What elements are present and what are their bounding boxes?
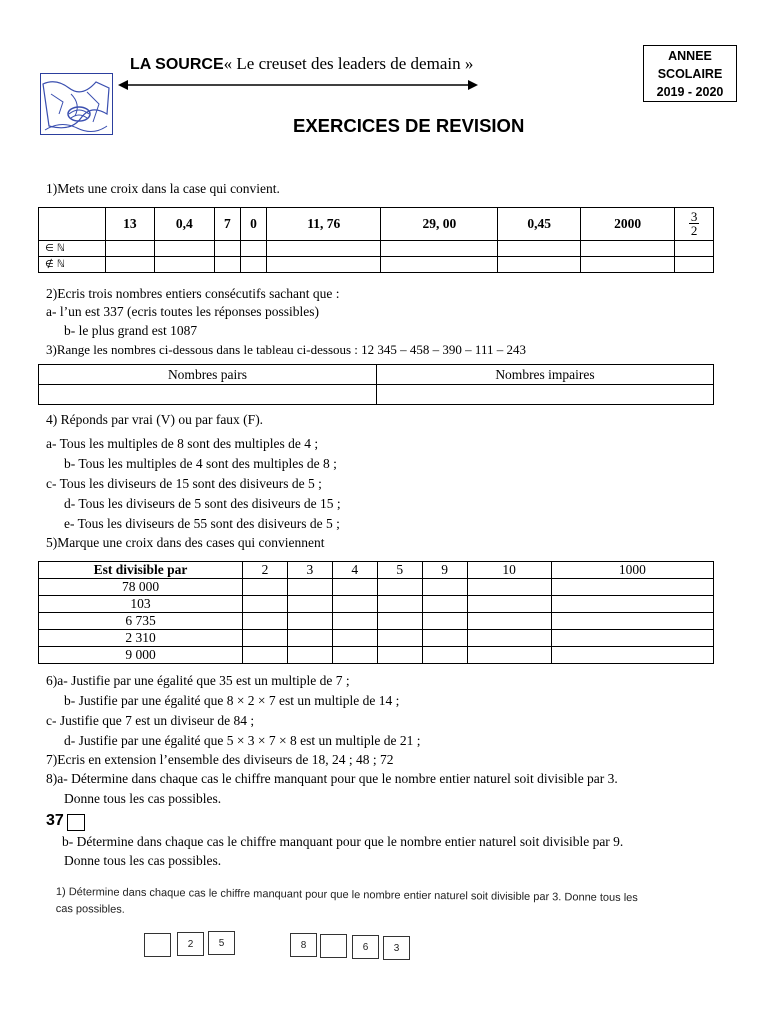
ex4-b: b- Tous les multiples de 4 sont des multiples de 8 ;	[64, 456, 337, 471]
ex3-instruction: 3)Range les nombres ci-dessous dans le tableau ci-dessous : 12 345 – 458 – 390 – 111 – 243	[46, 342, 526, 357]
answer-cell[interactable]	[154, 241, 214, 257]
ex4-e: e- Tous les diviseurs de 55 sont des disiveurs de 5 ;	[64, 516, 340, 531]
school-motto: « Le creuset des leaders de demain »	[223, 54, 474, 73]
ex1-col: 13	[106, 208, 155, 241]
ex1-col: 7	[214, 208, 240, 241]
answer-cell[interactable]	[551, 613, 713, 630]
year-label-2: SCOLAIRE	[657, 67, 723, 81]
answer-cell[interactable]	[267, 257, 381, 273]
ex5-divisor: 9	[422, 562, 467, 579]
answer-cell[interactable]	[243, 579, 288, 596]
answer-cell[interactable]	[551, 630, 713, 647]
ex1-col: 0	[240, 208, 266, 241]
answer-cell[interactable]	[287, 647, 332, 664]
answer-cell[interactable]	[422, 613, 467, 630]
digit-box[interactable]	[144, 933, 171, 957]
answer-cell[interactable]	[381, 257, 498, 273]
answer-cell[interactable]	[214, 241, 240, 257]
ex1-col: 29, 00	[381, 208, 498, 241]
answer-cell[interactable]	[243, 630, 288, 647]
ex5-divisor: 1000	[551, 562, 713, 579]
ex5-row	[39, 579, 714, 596]
ex4-d: d- Tous les diviseurs de 5 sont des disiveurs de 15 ;	[64, 496, 341, 511]
ex2-a: a- l’un est 337 (ecris toutes les réponses possibles)	[46, 304, 319, 319]
answer-cell[interactable]	[214, 257, 240, 273]
school-name: LA SOURCE	[130, 56, 224, 73]
ex5-row	[39, 647, 714, 664]
answer-cell[interactable]	[39, 385, 377, 405]
number-37: 37	[46, 812, 64, 829]
ex1-col: 2000	[581, 208, 675, 241]
ex1-header-row	[39, 208, 714, 241]
ex8-a-line2: Donne tous les cas possibles.	[64, 791, 222, 806]
ex2-b: b- le plus grand est 1087	[64, 323, 198, 338]
answer-cell[interactable]	[467, 613, 551, 630]
digit-box: 8	[290, 933, 317, 957]
answer-cell[interactable]	[287, 613, 332, 630]
answer-cell[interactable]	[467, 596, 551, 613]
answer-cell[interactable]	[422, 579, 467, 596]
ex7-text: 7)Ecris en extension l’ensemble des diviseurs de 18, 24 ; 48 ; 72	[46, 752, 394, 767]
ex1-row-label: ∈ ℕ	[39, 241, 106, 257]
answer-cell[interactable]	[467, 647, 551, 664]
answer-cell[interactable]	[467, 630, 551, 647]
ex1-corner-cell	[39, 208, 106, 241]
answer-cell[interactable]	[551, 647, 713, 664]
answer-cell[interactable]	[675, 257, 714, 273]
ex4-instruction: 4) Réponds par vrai (V) ou par faux (F).	[46, 412, 264, 427]
missing-digit-box[interactable]	[67, 814, 85, 831]
double-arrow	[118, 78, 478, 92]
ex8-b-line1: b- Détermine dans chaque cas le chiffre manquant pour que le nombre entier naturel soit divisible par 9.	[62, 834, 624, 849]
ex5-divisor: 3	[287, 562, 332, 579]
ex1-instruction: 1)Mets une croix dans la case qui convient.	[46, 181, 280, 196]
answer-cell[interactable]	[287, 596, 332, 613]
answer-cell[interactable]	[675, 241, 714, 257]
page-title: EXERCICES DE REVISION	[293, 115, 525, 136]
answer-cell[interactable]	[381, 241, 498, 257]
ex1-row-label: ∉ ℕ	[39, 257, 106, 273]
digit-box: 5	[208, 931, 235, 955]
ex5-number: 6 735	[39, 613, 243, 630]
ex6-c: c- Justifie que 7 est un diviseur de 84 ;	[46, 713, 255, 728]
ex1-col: 11, 76	[267, 208, 381, 241]
school-header	[130, 54, 473, 74]
ex6-d: d- Justifie par une égalité que 5 × 3 × 7 × 8 est un multiple de 21 ;	[64, 733, 421, 748]
ex5-divisor: 2	[243, 562, 288, 579]
answer-cell[interactable]	[377, 647, 422, 664]
ex5-row	[39, 613, 714, 630]
answer-cell[interactable]	[377, 630, 422, 647]
ex3-table	[38, 364, 714, 405]
digit-box: 6	[352, 935, 379, 959]
answer-cell[interactable]	[332, 579, 377, 596]
answer-cell[interactable]	[287, 579, 332, 596]
ex3-col-odd: Nombres impaires	[377, 365, 714, 385]
answer-cell[interactable]	[377, 579, 422, 596]
digit-box: 2	[177, 932, 204, 956]
answer-cell[interactable]	[581, 257, 675, 273]
ex5-number: 2 310	[39, 630, 243, 647]
ex5-header: Est divisible par	[39, 562, 243, 579]
answer-cell[interactable]	[106, 241, 155, 257]
ex1-col: 0,45	[498, 208, 581, 241]
year-label-1: ANNEE	[668, 49, 712, 63]
photo-instruction: 1) Détermine dans chaque cas le chiffre manquant pour que le nombre entier naturel soit divisible par 3. Donne tous les cas possibles.	[55, 885, 638, 916]
ex6-a: 6)a- Justifie par une égalité que 35 est un multiple de 7 ;	[46, 673, 350, 688]
ex4-c: c- Tous les diviseurs de 15 sont des disiveurs de 5 ;	[46, 476, 322, 491]
answer-cell[interactable]	[243, 613, 288, 630]
answer-cell[interactable]	[154, 257, 214, 273]
answer-cell[interactable]	[422, 596, 467, 613]
answer-cell[interactable]	[332, 596, 377, 613]
fraction	[689, 210, 700, 237]
answer-cell[interactable]	[377, 613, 422, 630]
ex3-header-row	[39, 365, 714, 385]
ex8-b-line2: Donne tous les cas possibles.	[64, 853, 222, 868]
answer-cell[interactable]	[551, 579, 713, 596]
fraction-denominator: 2	[690, 222, 698, 238]
ex1-row-in-n	[39, 241, 714, 257]
school-logo	[40, 73, 113, 135]
ex5-number: 78 000	[39, 579, 243, 596]
school-year-box	[643, 45, 737, 102]
ex5-number: 9 000	[39, 647, 243, 664]
ex5-divisor: 10	[467, 562, 551, 579]
answer-cell[interactable]	[581, 241, 675, 257]
digit-box[interactable]	[320, 934, 347, 958]
answer-cell[interactable]	[332, 647, 377, 664]
answer-cell[interactable]	[240, 257, 266, 273]
ex4-a: a- Tous les multiples de 8 sont des multiples de 4 ;	[46, 436, 319, 451]
fraction-numerator: 3	[690, 208, 698, 224]
ex6-b: b- Justifie par une égalité que 8 × 2 × 7 est un multiple de 14 ;	[64, 693, 400, 708]
year-value: 2019 - 2020	[656, 85, 724, 99]
answer-cell[interactable]	[551, 596, 713, 613]
answer-cell[interactable]	[422, 630, 467, 647]
ex5-instruction: 5)Marque une croix dans des cases qui conviennent	[46, 535, 325, 550]
ex1-row-not-in-n	[39, 257, 714, 273]
ex3-col-even: Nombres pairs	[39, 365, 377, 385]
answer-cell[interactable]	[332, 630, 377, 647]
answer-cell[interactable]	[377, 596, 422, 613]
answer-cell[interactable]	[332, 613, 377, 630]
answer-cell[interactable]	[287, 630, 332, 647]
answer-cell[interactable]	[422, 647, 467, 664]
answer-cell[interactable]	[267, 241, 381, 257]
ex5-divisor: 5	[377, 562, 422, 579]
ex3-answer-row	[39, 385, 714, 405]
answer-cell[interactable]	[498, 257, 581, 273]
ex8-a-line1: 8)a- Détermine dans chaque cas le chiffre manquant pour que le nombre entier naturel soit divisible par 3.	[46, 771, 618, 786]
answer-cell[interactable]	[243, 647, 288, 664]
answer-cell[interactable]	[106, 257, 155, 273]
digit-box: 3	[383, 936, 410, 960]
answer-cell[interactable]	[467, 579, 551, 596]
ex1-col-fraction	[675, 208, 714, 241]
answer-cell[interactable]	[377, 385, 714, 405]
ex1-table	[38, 207, 714, 273]
answer-cell[interactable]	[498, 241, 581, 257]
ex5-table	[38, 561, 714, 664]
ex1-col: 0,4	[154, 208, 214, 241]
answer-cell[interactable]	[243, 596, 288, 613]
ex5-number: 103	[39, 596, 243, 613]
ex5-row	[39, 596, 714, 613]
answer-cell[interactable]	[240, 241, 266, 257]
ex5-divisor: 4	[332, 562, 377, 579]
ex5-row	[39, 630, 714, 647]
ex5-header-row	[39, 562, 714, 579]
ex2-instruction: 2)Ecris trois nombres entiers consécutifs sachant que :	[46, 286, 340, 301]
